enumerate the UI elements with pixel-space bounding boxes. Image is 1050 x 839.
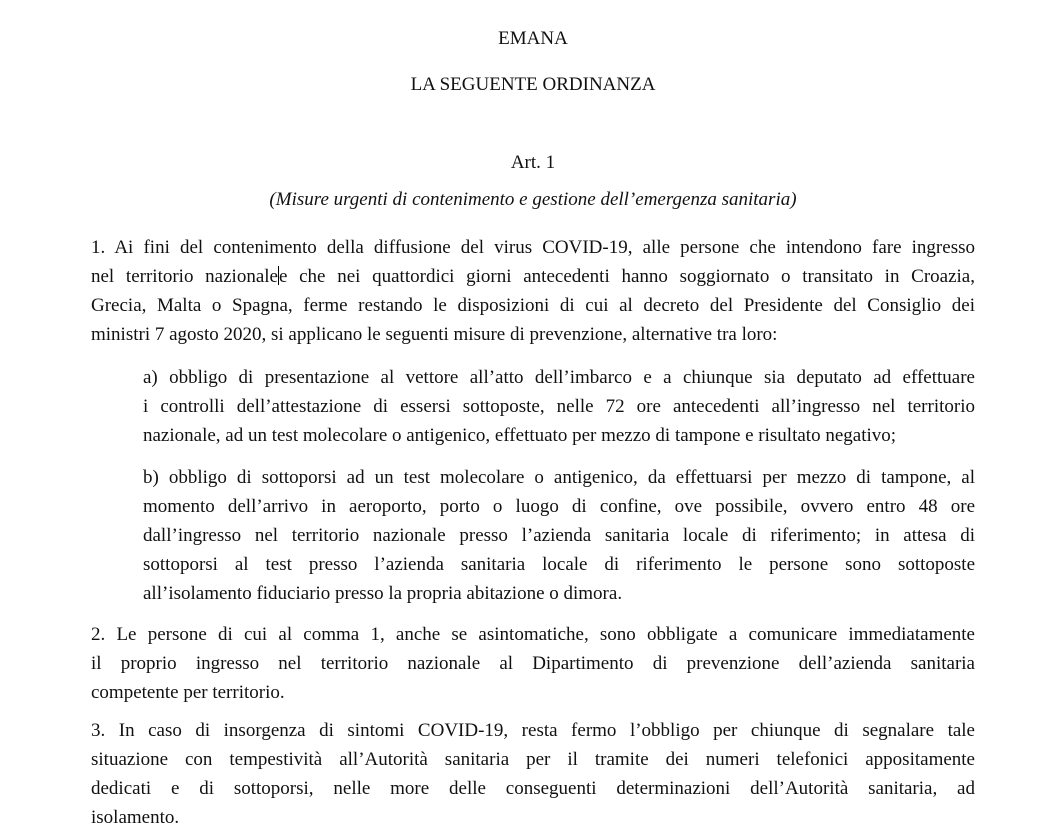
item-line: sottoporsi al test presso l’azienda sanitaria locale di riferimento le persone sono sottoposte: [143, 554, 975, 575]
list-item-b[interactable]: [143, 463, 975, 608]
paragraph-2[interactable]: [91, 620, 975, 707]
item-line: all’isolamento fiduciario presso la propria abitazione o dimora.: [143, 583, 623, 604]
paragraph-line-with-cursor: [91, 262, 975, 291]
paragraph-line: competente per territorio.: [91, 682, 285, 703]
paragraph-line: 3. In caso di insorgenza di sintomi COVID-19, resta fermo l’obbligo per chiunque di segnalare tale: [91, 720, 975, 741]
heading-ordinanza: LA SEGUENTE ORDINANZA: [410, 74, 656, 95]
paragraph-line: ministri 7 agosto 2020, si applicano le seguenti misure di prevenzione, alternative tra loro:: [91, 324, 778, 345]
paragraph-1[interactable]: [91, 233, 975, 349]
item-line: momento dell’arrivo in aeroporto, porto o luogo di confine, ove possibile, ovvero entro 48 ore: [143, 496, 975, 517]
paragraph-line: Grecia, Malta o Spagna, ferme restando le disposizioni di cui al decreto del Presidente del Consiglio dei: [91, 295, 975, 316]
paragraph-line: 2. Le persone di cui al comma 1, anche se asintomatiche, sono obbligate a comunicare immediatamente: [91, 624, 975, 645]
heading-emana: EMANA: [498, 28, 568, 49]
list-item-a[interactable]: [143, 363, 975, 450]
paragraph-line: dedicati e di sottoporsi, nelle more delle conseguenti determinazioni dell’Autorità sanitaria, ad: [91, 778, 975, 799]
article-rubric: (Misure urgenti di contenimento e gestione dell’emergenza sanitaria): [269, 189, 797, 210]
paragraph-line: isolamento.: [91, 807, 180, 828]
paragraph-line: 1. Ai fini del contenimento della diffusione del virus COVID-19, alle persone che intendono fare ingresso: [91, 237, 975, 258]
paragraph-line-segment: nel territorio nazionale: [91, 266, 278, 287]
item-line: i controlli dell’attestazione di essersi sottoposte, nelle 72 ore antecedenti all’ingresso nel territorio: [143, 396, 975, 417]
item-line: b) obbligo di sottoporsi ad un test molecolare o antigenico, da effettuarsi per mezzo di tampone, al: [143, 467, 975, 488]
paragraph-3[interactable]: [91, 716, 975, 832]
paragraph-line-segment: e che nei quattordici giorni antecedenti hanno soggiornato o transitato in Croazia,: [278, 266, 975, 287]
item-line: dall’ingresso nel territorio nazionale presso l’azienda sanitaria locale di riferimento; in attesa di: [143, 525, 975, 546]
paragraph-line: situazione con tempestività all’Autorità sanitaria per il tramite dei numeri telefonici appositamente: [91, 749, 975, 770]
paragraph-line: il proprio ingresso nel territorio nazionale al Dipartimento di prevenzione dell’azienda sanitaria: [91, 653, 975, 674]
item-line: a) obbligo di presentazione al vettore all’atto dell’imbarco e a chiunque sia deputato ad effettuare: [143, 367, 975, 388]
article-number: Art. 1: [510, 152, 556, 173]
item-line: nazionale, ad un test molecolare o antigenico, effettuato per mezzo di tampone e risultato negativo;: [143, 425, 897, 446]
